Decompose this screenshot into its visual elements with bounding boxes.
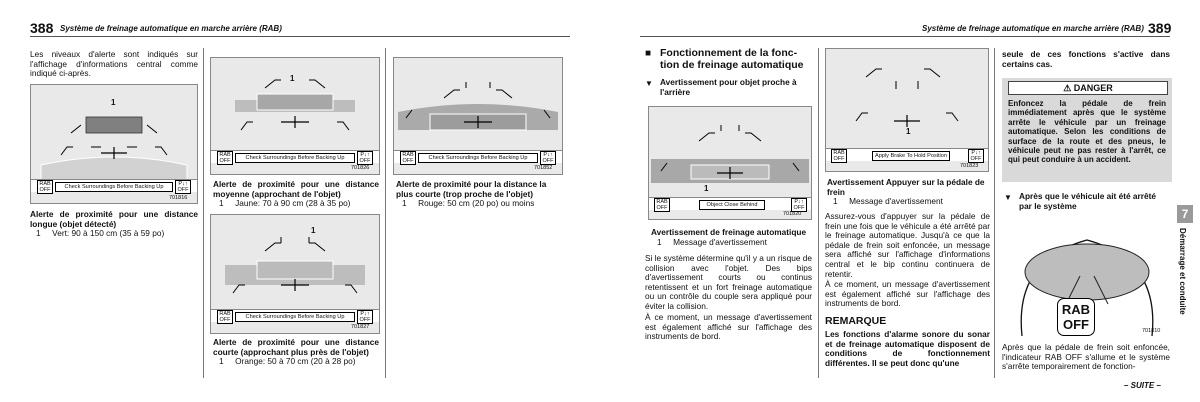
body-paragraph: À ce moment, un message d'avertissement est également affiché sur l'affichage des instruments de bord. bbox=[825, 279, 990, 309]
triangle-bullet-icon: ▼ bbox=[645, 79, 653, 88]
subsection-line: l'arrière bbox=[660, 86, 691, 97]
warning-message: Check Surroundings Before Backing Up bbox=[418, 153, 538, 163]
column-rule bbox=[203, 48, 204, 378]
column-rule bbox=[818, 48, 819, 378]
label: RAB bbox=[833, 150, 845, 156]
figure-code: 701823 bbox=[960, 163, 979, 169]
section-title-line: Fonctionnement de la fonc- bbox=[660, 47, 798, 59]
figure-item: 1 Rouge: 50 cm (20 po) ou moins bbox=[402, 198, 535, 208]
figure-caption: Alerte de proximité pour une distance longue (objet détecté) bbox=[30, 209, 198, 229]
callout-number: 1 bbox=[704, 184, 709, 193]
figure-item: 1 Orange: 50 à 70 cm (20 à 28 po) bbox=[219, 356, 356, 366]
figure-shortest-distance bbox=[393, 57, 563, 175]
park-off-indicator bbox=[540, 151, 556, 165]
header-rule-right bbox=[640, 36, 1170, 37]
figure-code: 701852 bbox=[534, 165, 553, 171]
page-header-left: Système de freinage automatique en marche arrière (RAB) bbox=[60, 24, 282, 33]
label: RAB bbox=[219, 311, 231, 317]
figure-caption: Alerte de proximité pour la distance la plus courte (trop proche de l'objet) bbox=[396, 179, 547, 199]
subsection-line: par le système bbox=[1019, 200, 1077, 211]
figure-apply-brake bbox=[825, 48, 989, 172]
park-off-indicator bbox=[175, 180, 191, 194]
figure-item: 1 Message d'avertissement bbox=[657, 237, 767, 247]
figure-caption: Alerte de proximité pour une distance moyenne (approchant de l'objet) bbox=[213, 179, 379, 199]
remarque-title: REMARQUE bbox=[825, 315, 887, 327]
body-paragraph: À ce moment, un message d'avertissement est également affiché sur l'affichage des instruments de bord. bbox=[645, 312, 812, 342]
callout-number: 1 bbox=[290, 74, 295, 83]
label: OFF bbox=[359, 158, 371, 164]
label: OFF bbox=[39, 187, 51, 193]
label: P↓↑ bbox=[543, 152, 553, 158]
rab-off-indicator bbox=[831, 149, 847, 163]
label: P↓↑ bbox=[794, 199, 804, 205]
remarque-text: Les fonctions d'alarme sonore du sonar et de freinage automatique disposent de conditions de fonctionnement différentes. Il se peut donc qu'une bbox=[825, 329, 990, 368]
figure-short-distance bbox=[210, 214, 380, 334]
label: OFF bbox=[359, 317, 371, 323]
intro-paragraph: Les niveaux d'alerte sont indiqués sur l'affichage d'informations central comme indiqué ci-après. bbox=[30, 49, 198, 79]
chapter-label: Démarrage et conduite bbox=[1178, 228, 1187, 315]
body-paragraph: Assurez-vous d'appuyer sur la pédale de frein une fois que le véhicule a été arrêté par le freinage automatique. Jusqu'à ce que la pédale de frein soit enfoncée, un message sera affiché sur l'affichage d'informations central et le bip continu continuera de retentir. bbox=[825, 211, 990, 279]
column-rule bbox=[994, 48, 995, 378]
label: OFF bbox=[542, 158, 554, 164]
label: OFF bbox=[402, 158, 414, 164]
chapter-tab: 7 bbox=[1177, 205, 1193, 223]
label: OFF bbox=[793, 205, 805, 211]
rab-off-indicator bbox=[217, 151, 233, 165]
rab-off-indicator-icon bbox=[1057, 298, 1095, 336]
warning-message: Object Close Behind bbox=[699, 200, 765, 210]
page-header-right: Système de freinage automatique en marche arrière (RAB) bbox=[922, 24, 1144, 33]
figure-caption: Avertissement de freinage automatique bbox=[651, 227, 807, 237]
page-number-right: 389 bbox=[1148, 20, 1172, 36]
figure-code: 701826 bbox=[351, 165, 370, 171]
label: OFF bbox=[219, 317, 231, 323]
label: P↓↑ bbox=[971, 150, 981, 156]
label: RAB bbox=[402, 152, 414, 158]
warning-message: Check Surroundings Before Backing Up bbox=[235, 312, 355, 322]
label: OFF bbox=[833, 156, 845, 162]
rab-label: RAB bbox=[1061, 302, 1091, 317]
label: OFF bbox=[970, 156, 982, 162]
continued-marker: – SUITE – bbox=[1124, 381, 1161, 390]
label: RAB bbox=[219, 152, 231, 158]
figure-code: 701810 bbox=[1142, 328, 1161, 334]
body-paragraph: Après que la pédale de frein soit enfoncée, l'indicateur RAB OFF s'allume et le système s'arrête temporairement de fonction- bbox=[1002, 342, 1170, 372]
continued-text: seule de ces fonctions s'active dans certains cas. bbox=[1002, 49, 1170, 69]
label: OFF bbox=[656, 205, 668, 211]
square-bullet-icon: ■ bbox=[645, 48, 652, 59]
danger-header bbox=[1008, 81, 1168, 95]
figure-item: 1 Vert: 90 à 150 cm (35 à 59 po) bbox=[36, 228, 165, 238]
figure-object-close bbox=[648, 106, 812, 220]
figure-rab-off bbox=[1004, 220, 1170, 338]
page-number-left: 388 bbox=[30, 20, 54, 36]
park-off-indicator bbox=[791, 198, 807, 212]
callout-number: 1 bbox=[311, 226, 316, 235]
callout-number: 1 bbox=[111, 98, 116, 107]
section-title bbox=[660, 47, 815, 71]
section-title-line: tion de freinage automatique bbox=[660, 59, 804, 71]
label: P↓↑ bbox=[178, 181, 188, 187]
rab-off-indicator bbox=[217, 310, 233, 324]
figure-long-distance bbox=[30, 84, 198, 204]
header-rule-left bbox=[30, 36, 570, 37]
label: P↓↑ bbox=[360, 311, 370, 317]
figure-caption: Alerte de proximité pour une distance courte (approchant plus près de l'objet) bbox=[213, 337, 379, 357]
figure-code: 701820 bbox=[783, 211, 802, 217]
off-label: OFF bbox=[1063, 317, 1089, 332]
callout-number: 1 bbox=[906, 127, 911, 136]
figure-code: 701827 bbox=[351, 324, 370, 330]
subsection-title bbox=[1019, 192, 1169, 211]
label: RAB bbox=[656, 199, 668, 205]
triangle-bullet-icon: ▼ bbox=[1004, 193, 1012, 202]
label: P↓↑ bbox=[360, 152, 370, 158]
label: OFF bbox=[219, 158, 231, 164]
figure-code: 701816 bbox=[169, 195, 188, 201]
label: RAB bbox=[39, 181, 51, 187]
warning-message: Check Surroundings Before Backing Up bbox=[235, 153, 355, 163]
figure-item: 1 Message d'avertissement bbox=[833, 196, 943, 206]
warning-triangle-icon: ⚠ bbox=[1063, 83, 1072, 93]
subsection-line: Avertissement pour objet proche à bbox=[660, 77, 797, 87]
rab-off-indicator bbox=[400, 151, 416, 165]
label: OFF bbox=[177, 187, 189, 193]
subsection-line: Après que le véhicule ait été arrêté bbox=[1019, 191, 1156, 201]
rab-off-indicator bbox=[37, 180, 53, 194]
rab-off-indicator bbox=[654, 198, 670, 212]
park-off-indicator bbox=[357, 151, 373, 165]
body-paragraph: Si le système détermine qu'il y a un risque de collision avec l'objet. Des bips d'avertissement courts ou continus retentissent et un fort freinage automatique ou un contrôle du couple sera appliqué pour éviter la collision. bbox=[645, 253, 812, 311]
park-off-indicator bbox=[968, 149, 984, 163]
danger-text: Enfoncez la pédale de frein immédiatement après que le système arrête le véhicule par un freinage automatique. Selon les conditions de surface de la route et des pneus, le véhicule peut ne pas rester à l'arrêt, ce qui peut conduire à un accident. bbox=[1008, 99, 1166, 165]
subsection-title bbox=[660, 78, 816, 97]
figure-item: 1 Jaune: 70 à 90 cm (28 à 35 po) bbox=[219, 198, 351, 208]
warning-message: Apply Brake To Hold Position bbox=[872, 151, 950, 161]
column-rule bbox=[385, 48, 386, 378]
figure-medium-distance bbox=[210, 57, 380, 175]
park-off-indicator bbox=[357, 310, 373, 324]
danger-label: DANGER bbox=[1073, 83, 1113, 93]
warning-message: Check Surroundings Before Backing Up bbox=[55, 182, 173, 192]
figure-caption: Avertissement Appuyer sur la pédale de frein bbox=[827, 177, 985, 197]
